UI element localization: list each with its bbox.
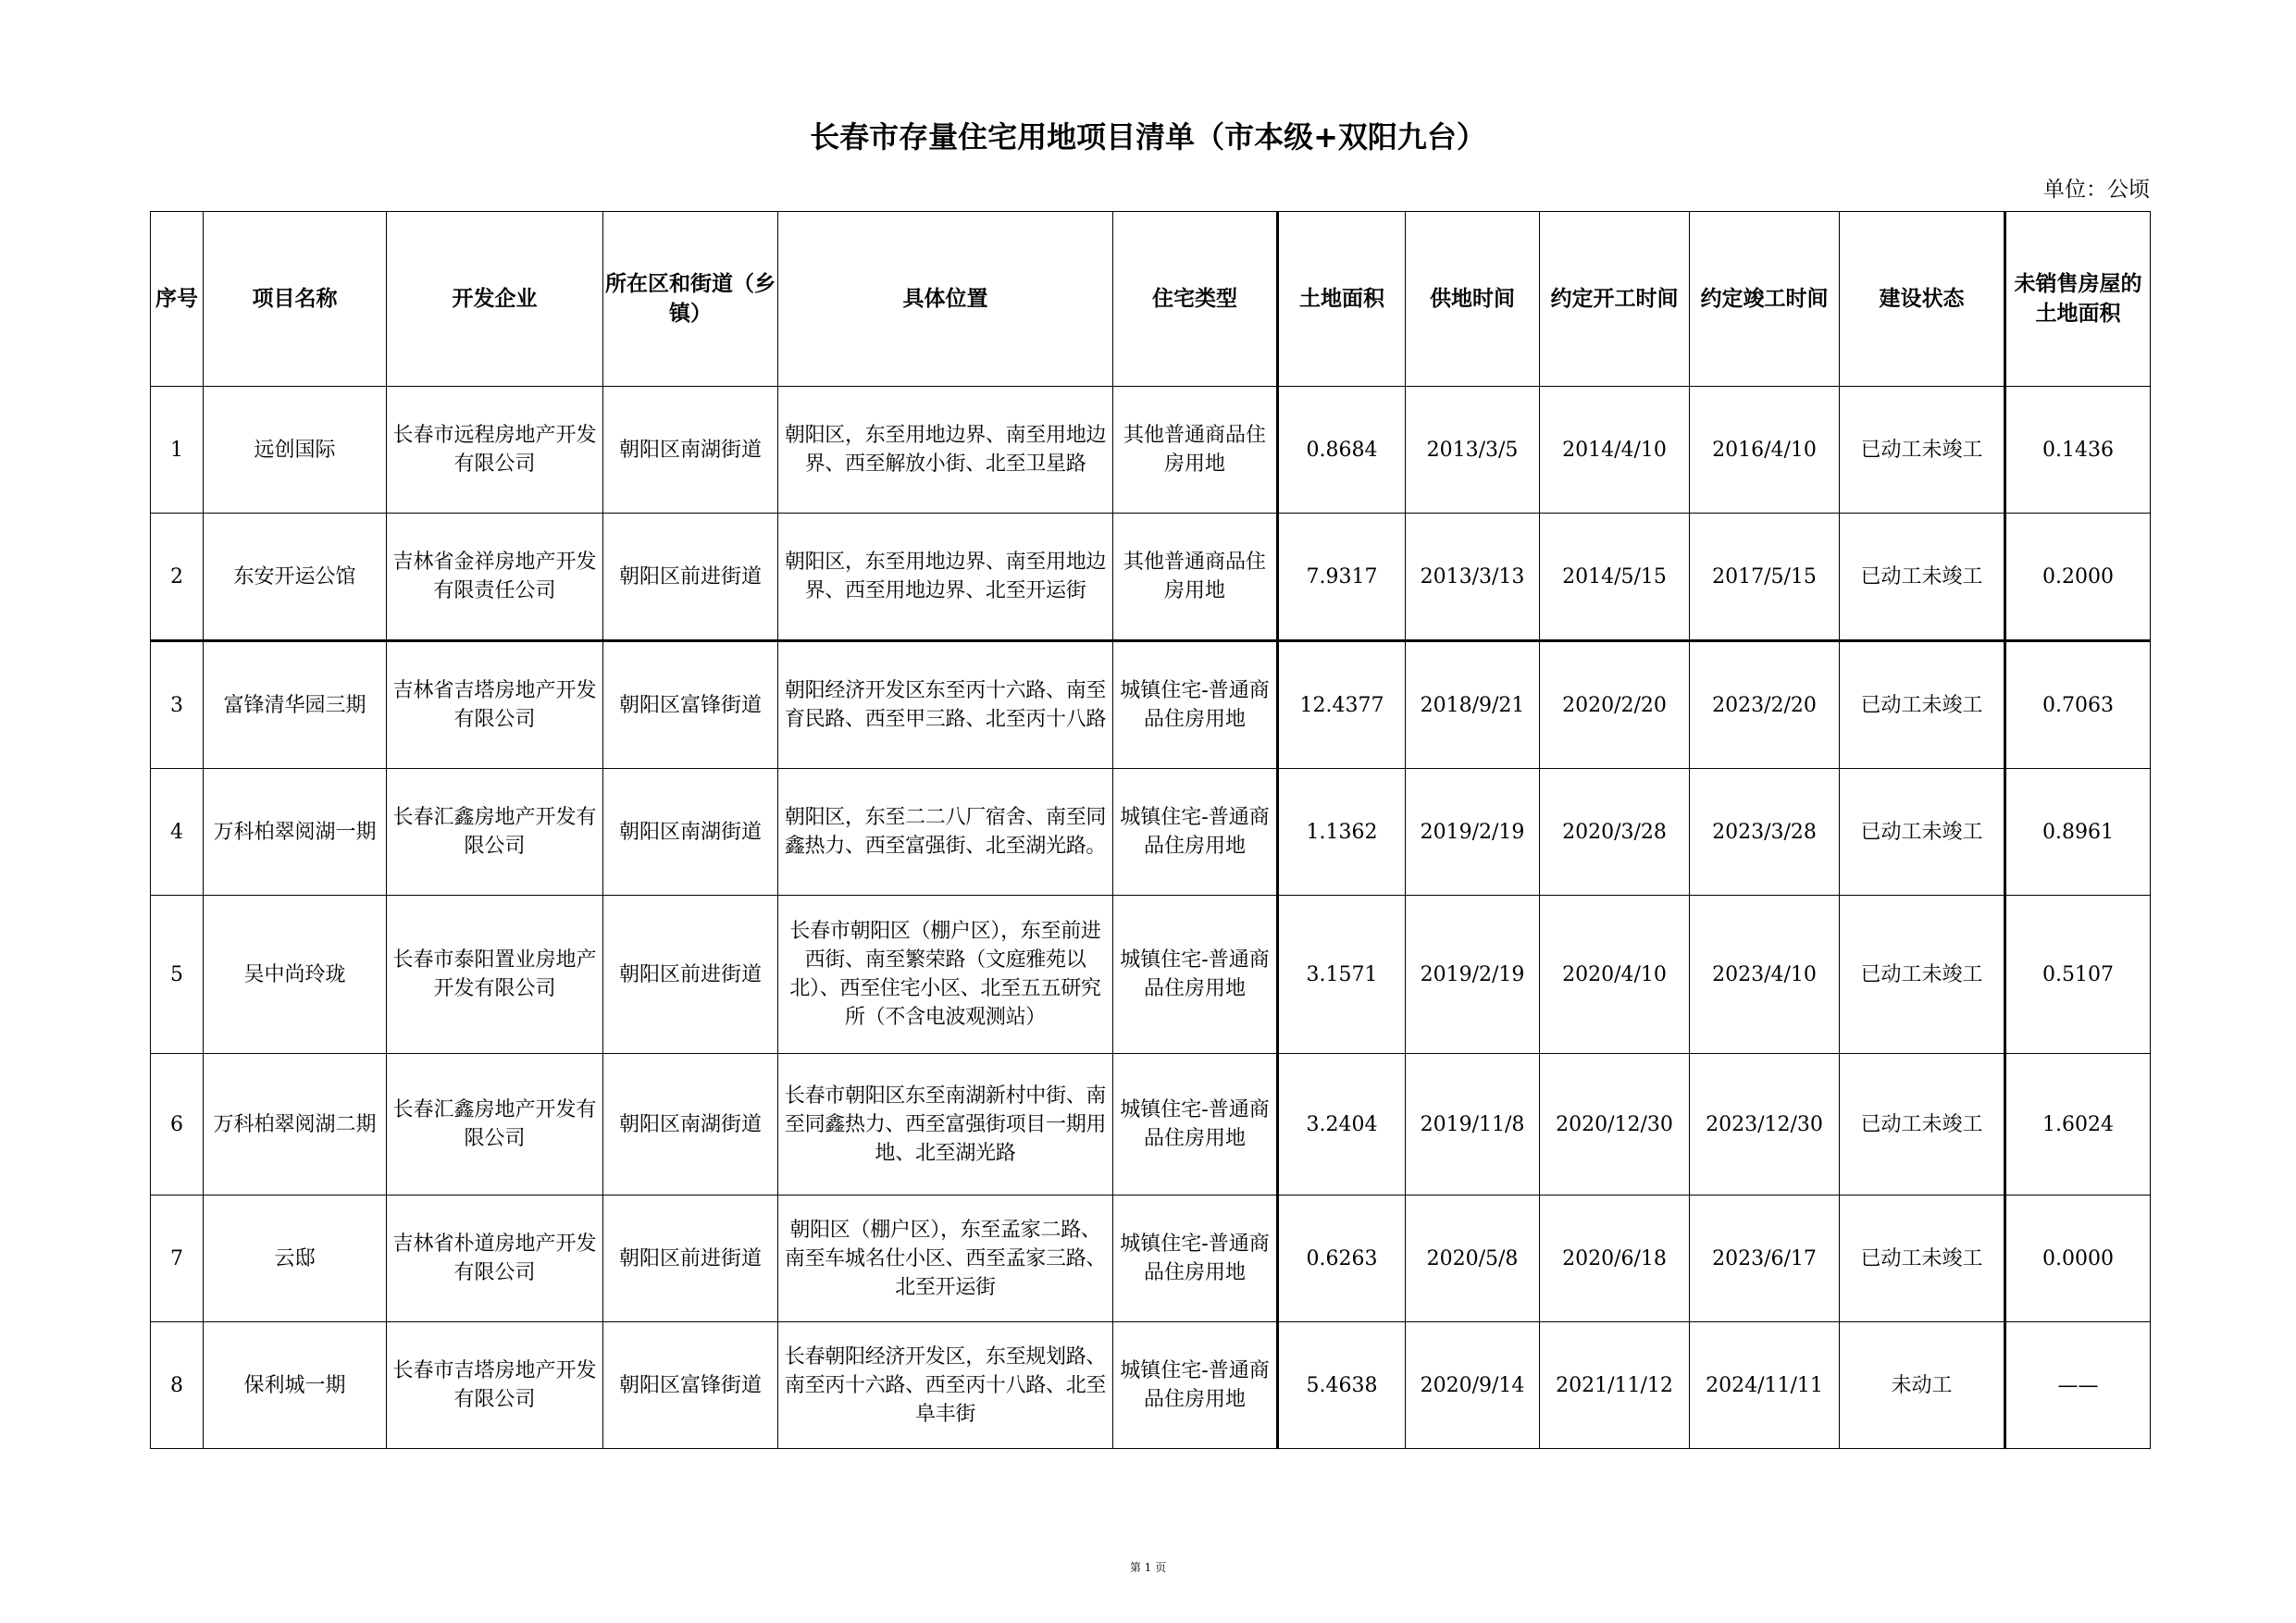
header-district: 所在区和街道（乡镇） — [603, 212, 778, 387]
cell-location: 长春朝阳经济开发区，东至规划路、南至丙十六路、西至丙十八路、北至阜丰街 — [778, 1322, 1113, 1449]
land-project-table — [150, 211, 2151, 1449]
cell-unsold-area: 0.2000 — [2005, 514, 2151, 641]
cell-supply-date: 2020/9/14 — [1406, 1322, 1540, 1449]
cell-location: 长春市朝阳区（棚户区），东至前进西街、南至繁荣路（文庭雅苑以北）、西至住宅小区、北至五五研究所（不含电波观测站） — [778, 896, 1113, 1054]
cell-developer: 吉林省金祥房地产开发有限责任公司 — [387, 514, 603, 641]
header-name: 项目名称 — [204, 212, 387, 387]
cell-area: 1.1362 — [1278, 769, 1406, 896]
cell-start-date: 2020/12/30 — [1540, 1054, 1690, 1196]
cell-district: 朝阳区南湖街道 — [603, 1054, 778, 1196]
cell-area: 0.8684 — [1278, 387, 1406, 514]
page-number: 第 1 页 — [1129, 1561, 1167, 1574]
cell-status: 已动工未竣工 — [1840, 769, 2005, 896]
cell-supply-date: 2019/2/19 — [1406, 896, 1540, 1054]
cell-developer: 吉林省朴道房地产开发有限公司 — [387, 1196, 603, 1322]
cell-type: 城镇住宅-普通商品住房用地 — [1113, 641, 1278, 769]
cell-type: 其他普通商品住房用地 — [1113, 387, 1278, 514]
cell-district: 朝阳区前进街道 — [603, 1196, 778, 1322]
cell-type: 城镇住宅-普通商品住房用地 — [1113, 1322, 1278, 1449]
cell-start-date: 2021/11/12 — [1540, 1322, 1690, 1449]
header-status: 建设状态 — [1840, 212, 2005, 387]
cell-type: 城镇住宅-普通商品住房用地 — [1113, 896, 1278, 1054]
cell-district: 朝阳区富锋街道 — [603, 641, 778, 769]
cell-type: 城镇住宅-普通商品住房用地 — [1113, 769, 1278, 896]
cell-developer: 长春汇鑫房地产开发有限公司 — [387, 769, 603, 896]
cell-area: 3.1571 — [1278, 896, 1406, 1054]
cell-start-date: 2014/4/10 — [1540, 387, 1690, 514]
cell-no: 3 — [151, 641, 204, 769]
cell-finish-date: 2023/6/17 — [1690, 1196, 1840, 1322]
cell-location: 朝阳区，东至用地边界、南至用地边界、西至解放小街、北至卫星路 — [778, 387, 1113, 514]
header-row — [151, 212, 2151, 387]
cell-finish-date: 2023/12/30 — [1690, 1054, 1840, 1196]
cell-finish-date: 2023/3/28 — [1690, 769, 1840, 896]
cell-name: 东安开运公馆 — [204, 514, 387, 641]
cell-status: 已动工未竣工 — [1840, 387, 2005, 514]
cell-unsold-area: —— — [2005, 1322, 2151, 1449]
table-row — [151, 514, 2151, 641]
cell-no: 2 — [151, 514, 204, 641]
header-no: 序号 — [151, 212, 204, 387]
cell-type: 其他普通商品住房用地 — [1113, 514, 1278, 641]
cell-location: 朝阳经济开发区东至丙十六路、南至育民路、西至甲三路、北至丙十八路 — [778, 641, 1113, 769]
cell-district: 朝阳区南湖街道 — [603, 387, 778, 514]
cell-developer: 长春市泰阳置业房地产开发有限公司 — [387, 896, 603, 1054]
cell-start-date: 2020/3/28 — [1540, 769, 1690, 896]
table-row — [151, 1322, 2151, 1449]
cell-unsold-area: 0.5107 — [2005, 896, 2151, 1054]
cell-location: 朝阳区（棚户区），东至孟家二路、南至车城名仕小区、西至孟家三路、北至开运街 — [778, 1196, 1113, 1322]
cell-type: 城镇住宅-普通商品住房用地 — [1113, 1054, 1278, 1196]
cell-start-date: 2020/6/18 — [1540, 1196, 1690, 1322]
cell-no: 6 — [151, 1054, 204, 1196]
header-developer: 开发企业 — [387, 212, 603, 387]
cell-location: 朝阳区，东至用地边界、南至用地边界、西至用地边界、北至开运街 — [778, 514, 1113, 641]
cell-name: 保利城一期 — [204, 1322, 387, 1449]
cell-status: 已动工未竣工 — [1840, 896, 2005, 1054]
cell-supply-date: 2013/3/5 — [1406, 387, 1540, 514]
cell-location: 长春市朝阳区东至南湖新村中街、南至同鑫热力、西至富强街项目一期用地、北至湖光路 — [778, 1054, 1113, 1196]
cell-start-date: 2020/2/20 — [1540, 641, 1690, 769]
cell-no: 1 — [151, 387, 204, 514]
cell-finish-date: 2024/11/11 — [1690, 1322, 1840, 1449]
table-row — [151, 769, 2151, 896]
cell-unsold-area: 1.6024 — [2005, 1054, 2151, 1196]
cell-type: 城镇住宅-普通商品住房用地 — [1113, 1196, 1278, 1322]
cell-supply-date: 2019/2/19 — [1406, 769, 1540, 896]
cell-area: 3.2404 — [1278, 1054, 1406, 1196]
cell-area: 7.9317 — [1278, 514, 1406, 641]
table-row — [151, 641, 2151, 769]
header-location: 具体位置 — [778, 212, 1113, 387]
cell-status: 已动工未竣工 — [1840, 1054, 2005, 1196]
cell-district: 朝阳区前进街道 — [603, 514, 778, 641]
cell-finish-date: 2023/4/10 — [1690, 896, 1840, 1054]
cell-start-date: 2020/4/10 — [1540, 896, 1690, 1054]
table-row — [151, 896, 2151, 1054]
cell-name: 富锋清华园三期 — [204, 641, 387, 769]
cell-no: 8 — [151, 1322, 204, 1449]
header-type: 住宅类型 — [1113, 212, 1278, 387]
cell-status: 已动工未竣工 — [1840, 514, 2005, 641]
cell-supply-date: 2019/11/8 — [1406, 1054, 1540, 1196]
cell-developer: 长春市吉塔房地产开发有限公司 — [387, 1322, 603, 1449]
header-supply-date: 供地时间 — [1406, 212, 1540, 387]
cell-no: 5 — [151, 896, 204, 1054]
cell-developer: 吉林省吉塔房地产开发有限公司 — [387, 641, 603, 769]
header-unsold-area: 未销售房屋的土地面积 — [2005, 212, 2151, 387]
cell-area: 0.6263 — [1278, 1196, 1406, 1322]
cell-finish-date: 2023/2/20 — [1690, 641, 1840, 769]
unit-label: 单位：公顷 — [2043, 178, 2150, 202]
cell-district: 朝阳区前进街道 — [603, 896, 778, 1054]
table-row — [151, 1054, 2151, 1196]
cell-district: 朝阳区南湖街道 — [603, 769, 778, 896]
cell-district: 朝阳区富锋街道 — [603, 1322, 778, 1449]
cell-finish-date: 2016/4/10 — [1690, 387, 1840, 514]
cell-name: 云邸 — [204, 1196, 387, 1322]
cell-supply-date: 2020/5/8 — [1406, 1196, 1540, 1322]
header-finish-date: 约定竣工时间 — [1690, 212, 1840, 387]
cell-start-date: 2014/5/15 — [1540, 514, 1690, 641]
cell-unsold-area: 0.1436 — [2005, 387, 2151, 514]
cell-developer: 长春汇鑫房地产开发有限公司 — [387, 1054, 603, 1196]
cell-unsold-area: 0.0000 — [2005, 1196, 2151, 1322]
cell-name: 吴中尚玲珑 — [204, 896, 387, 1054]
cell-developer: 长春市远程房地产开发有限公司 — [387, 387, 603, 514]
cell-no: 7 — [151, 1196, 204, 1322]
cell-name: 万科柏翠阅湖二期 — [204, 1054, 387, 1196]
cell-location: 朝阳区，东至二二八厂宿舍、南至同鑫热力、西至富强街、北至湖光路。 — [778, 769, 1113, 896]
cell-unsold-area: 0.7063 — [2005, 641, 2151, 769]
table-row — [151, 1196, 2151, 1322]
cell-name: 万科柏翠阅湖一期 — [204, 769, 387, 896]
cell-supply-date: 2018/9/21 — [1406, 641, 1540, 769]
cell-unsold-area: 0.8961 — [2005, 769, 2151, 896]
header-start-date: 约定开工时间 — [1540, 212, 1690, 387]
cell-area: 12.4377 — [1278, 641, 1406, 769]
cell-supply-date: 2013/3/13 — [1406, 514, 1540, 641]
cell-no: 4 — [151, 769, 204, 896]
document-title: 长春市存量住宅用地项目清单（市本级+双阳九台） — [810, 119, 1486, 155]
cell-area: 5.4638 — [1278, 1322, 1406, 1449]
header-area: 土地面积 — [1278, 212, 1406, 387]
cell-name: 远创国际 — [204, 387, 387, 514]
cell-status: 已动工未竣工 — [1840, 1196, 2005, 1322]
cell-status: 已动工未竣工 — [1840, 641, 2005, 769]
table-row — [151, 387, 2151, 514]
cell-status: 未动工 — [1840, 1322, 2005, 1449]
cell-finish-date: 2017/5/15 — [1690, 514, 1840, 641]
